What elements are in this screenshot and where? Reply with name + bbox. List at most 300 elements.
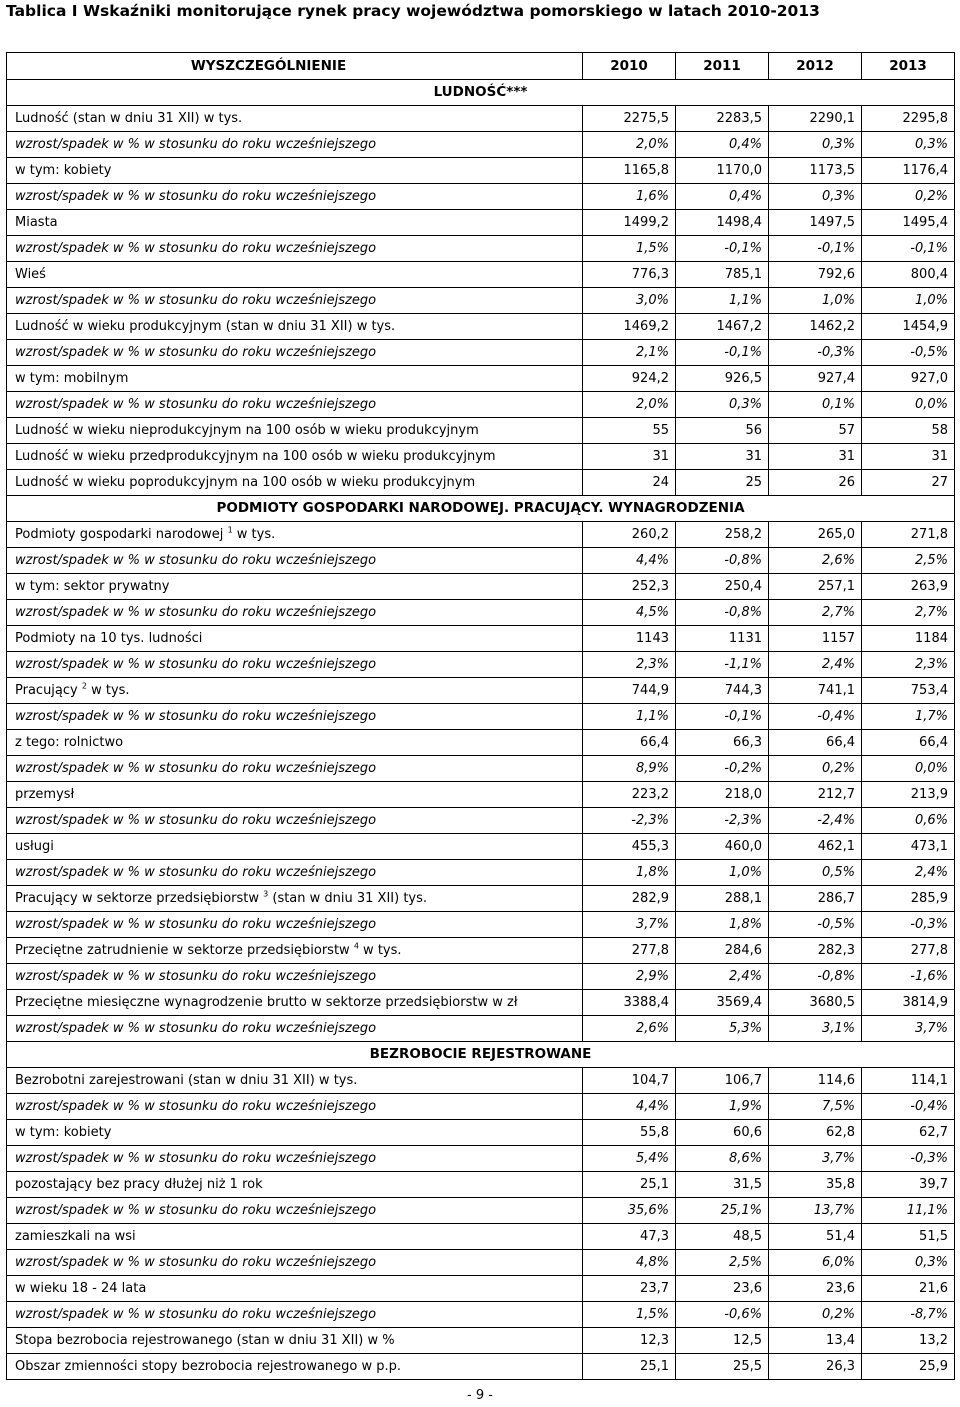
row-label: wzrost/spadek w % w stosunku do roku wcześniejszego — [7, 548, 583, 574]
row-label: w wieku 18 - 24 lata — [7, 1276, 583, 1302]
value-cell-2010: 2,0% — [583, 392, 676, 418]
value-cell-2013: -0,3% — [862, 1146, 955, 1172]
row-label: przemysł — [7, 782, 583, 808]
row-label: Ludność w wieku produkcyjnym (stan w dniu 31 XII) w tys. — [7, 314, 583, 340]
value-cell-2012: 26 — [769, 470, 862, 496]
value-cell-2011: 60,6 — [676, 1120, 769, 1146]
row-label: wzrost/spadek w % w stosunku do roku wcześniejszego — [7, 1146, 583, 1172]
value-cell-2011: 56 — [676, 418, 769, 444]
value-cell-2011: -0,6% — [676, 1302, 769, 1328]
value-cell-2012: 286,7 — [769, 886, 862, 912]
footnote-marker: 3 — [263, 889, 269, 899]
value-cell-2011: -0,1% — [676, 704, 769, 730]
value-cell-2011: 2283,5 — [676, 106, 769, 132]
table-row — [7, 444, 955, 470]
value-cell-2012: 3680,5 — [769, 990, 862, 1016]
value-cell-2012: 23,6 — [769, 1276, 862, 1302]
value-cell-2010: 8,9% — [583, 756, 676, 782]
value-cell-2012: 0,2% — [769, 756, 862, 782]
value-cell-2011: 31,5 — [676, 1172, 769, 1198]
value-cell-2010: 55 — [583, 418, 676, 444]
value-cell-2011: 250,4 — [676, 574, 769, 600]
table-row — [7, 418, 955, 444]
value-cell-2010: 1469,2 — [583, 314, 676, 340]
value-cell-2012: 1,0% — [769, 288, 862, 314]
value-cell-2012: 0,1% — [769, 392, 862, 418]
value-cell-2011: 1,8% — [676, 912, 769, 938]
value-cell-2012: -0,1% — [769, 236, 862, 262]
value-cell-2010: 1,5% — [583, 236, 676, 262]
value-cell-2013: 39,7 — [862, 1172, 955, 1198]
value-cell-2011: 0,4% — [676, 132, 769, 158]
value-cell-2010: 1,1% — [583, 704, 676, 730]
value-cell-2013: 285,9 — [862, 886, 955, 912]
value-cell-2011: 3569,4 — [676, 990, 769, 1016]
value-cell-2011: 31 — [676, 444, 769, 470]
footnote-marker: 1 — [227, 525, 233, 535]
value-cell-2012: 282,3 — [769, 938, 862, 964]
value-cell-2010: 776,3 — [583, 262, 676, 288]
header-year-2013: 2013 — [862, 53, 955, 80]
value-cell-2012: 35,8 — [769, 1172, 862, 1198]
value-cell-2013: 0,0% — [862, 392, 955, 418]
value-cell-2010: 4,4% — [583, 1094, 676, 1120]
value-cell-2011: 25,1% — [676, 1198, 769, 1224]
table-row — [7, 470, 955, 496]
value-cell-2010: 223,2 — [583, 782, 676, 808]
value-cell-2012: 0,3% — [769, 132, 862, 158]
value-cell-2010: 3388,4 — [583, 990, 676, 1016]
change-row — [7, 964, 955, 990]
row-label: w tym: kobiety — [7, 158, 583, 184]
row-label: w tym: mobilnym — [7, 366, 583, 392]
row-label: wzrost/spadek w % w stosunku do roku wcześniejszego — [7, 1250, 583, 1276]
value-cell-2012: 792,6 — [769, 262, 862, 288]
change-row — [7, 1302, 955, 1328]
table-row — [7, 1276, 955, 1302]
row-label: wzrost/spadek w % w stosunku do roku wcześniejszego — [7, 756, 583, 782]
change-row — [7, 288, 955, 314]
value-cell-2013: 66,4 — [862, 730, 955, 756]
value-cell-2010: 1165,8 — [583, 158, 676, 184]
value-cell-2010: 55,8 — [583, 1120, 676, 1146]
row-label: w tym: sektor prywatny — [7, 574, 583, 600]
value-cell-2013: 21,6 — [862, 1276, 955, 1302]
row-label: Ludność w wieku przedprodukcyjnym na 100 osób w wieku produkcyjnym — [7, 444, 583, 470]
value-cell-2010: 2,9% — [583, 964, 676, 990]
row-label: wzrost/spadek w % w stosunku do roku wcześniejszego — [7, 288, 583, 314]
value-cell-2010: 2,6% — [583, 1016, 676, 1042]
value-cell-2012: 0,2% — [769, 1302, 862, 1328]
row-label: wzrost/spadek w % w stosunku do roku wcześniejszego — [7, 1302, 583, 1328]
change-row — [7, 1198, 955, 1224]
value-cell-2011: 284,6 — [676, 938, 769, 964]
value-cell-2012: 3,1% — [769, 1016, 862, 1042]
value-cell-2011: 12,5 — [676, 1328, 769, 1354]
row-label: Miasta — [7, 210, 583, 236]
value-cell-2012: 66,4 — [769, 730, 862, 756]
value-cell-2013: 58 — [862, 418, 955, 444]
value-cell-2011: 25 — [676, 470, 769, 496]
value-cell-2013: 1,0% — [862, 288, 955, 314]
row-label: wzrost/spadek w % w stosunku do roku wcześniejszego — [7, 132, 583, 158]
value-cell-2013: 0,6% — [862, 808, 955, 834]
value-cell-2012: 7,5% — [769, 1094, 862, 1120]
row-label: wzrost/spadek w % w stosunku do roku wcześniejszego — [7, 600, 583, 626]
change-row — [7, 1094, 955, 1120]
value-cell-2012: 2290,1 — [769, 106, 862, 132]
indicators-table — [6, 52, 955, 1380]
value-cell-2010: 260,2 — [583, 522, 676, 548]
change-row — [7, 1250, 955, 1276]
change-row — [7, 912, 955, 938]
section-header-row — [7, 1042, 955, 1068]
value-cell-2013: 0,3% — [862, 1250, 955, 1276]
value-cell-2010: 31 — [583, 444, 676, 470]
section-title: BEZROBOCIE REJESTROWANE — [7, 1042, 955, 1068]
value-cell-2013: 0,2% — [862, 184, 955, 210]
value-cell-2012: 26,3 — [769, 1354, 862, 1380]
header-year-2010: 2010 — [583, 53, 676, 80]
row-label: wzrost/spadek w % w stosunku do roku wcześniejszego — [7, 704, 583, 730]
value-cell-2012: 57 — [769, 418, 862, 444]
value-cell-2010: 1143 — [583, 626, 676, 652]
value-cell-2013: 3,7% — [862, 1016, 955, 1042]
row-label: Podmioty na 10 tys. ludności — [7, 626, 583, 652]
value-cell-2013: 927,0 — [862, 366, 955, 392]
header-year-2012: 2012 — [769, 53, 862, 80]
value-cell-2013: 213,9 — [862, 782, 955, 808]
section-title: PODMIOTY GOSPODARKI NARODOWEJ. PRACUJĄCY. WYNAGRODZENIA — [7, 496, 955, 522]
change-row — [7, 1146, 955, 1172]
value-cell-2012: -0,4% — [769, 704, 862, 730]
change-row — [7, 756, 955, 782]
table-row — [7, 730, 955, 756]
header-year-2011: 2011 — [676, 53, 769, 80]
value-cell-2013: 0,3% — [862, 132, 955, 158]
table-row — [7, 314, 955, 340]
row-label: wzrost/spadek w % w stosunku do roku wcześniejszego — [7, 1094, 583, 1120]
value-cell-2013: 0,0% — [862, 756, 955, 782]
value-cell-2013: 800,4 — [862, 262, 955, 288]
value-cell-2010: 924,2 — [583, 366, 676, 392]
row-label: Ludność w wieku poprodukcyjnym na 100 osób w wieku produkcyjnym — [7, 470, 583, 496]
row-label: z tego: rolnictwo — [7, 730, 583, 756]
value-cell-2012: 462,1 — [769, 834, 862, 860]
value-cell-2011: -0,1% — [676, 236, 769, 262]
table-row — [7, 1120, 955, 1146]
table-row — [7, 1224, 955, 1250]
value-cell-2011: 1,0% — [676, 860, 769, 886]
value-cell-2012: 927,4 — [769, 366, 862, 392]
value-cell-2012: 114,6 — [769, 1068, 862, 1094]
value-cell-2010: 25,1 — [583, 1354, 676, 1380]
value-cell-2012: 13,4 — [769, 1328, 862, 1354]
value-cell-2012: 2,6% — [769, 548, 862, 574]
value-cell-2013: 27 — [862, 470, 955, 496]
value-cell-2010: 1,6% — [583, 184, 676, 210]
value-cell-2010: 277,8 — [583, 938, 676, 964]
change-row — [7, 808, 955, 834]
value-cell-2013: 753,4 — [862, 678, 955, 704]
section-title: LUDNOŚĆ*** — [7, 80, 955, 106]
value-cell-2013: -0,5% — [862, 340, 955, 366]
value-cell-2011: 1,9% — [676, 1094, 769, 1120]
row-label: wzrost/spadek w % w stosunku do roku wcześniejszego — [7, 184, 583, 210]
value-cell-2013: 3814,9 — [862, 990, 955, 1016]
value-cell-2011: 744,3 — [676, 678, 769, 704]
row-label: w tym: kobiety — [7, 1120, 583, 1146]
value-cell-2012: 741,1 — [769, 678, 862, 704]
change-row — [7, 184, 955, 210]
value-cell-2012: 62,8 — [769, 1120, 862, 1146]
table-row — [7, 106, 955, 132]
value-cell-2010: 4,4% — [583, 548, 676, 574]
row-label: Ludność (stan w dniu 31 XII) w tys. — [7, 106, 583, 132]
value-cell-2011: 23,6 — [676, 1276, 769, 1302]
table-row — [7, 158, 955, 184]
value-cell-2011: 460,0 — [676, 834, 769, 860]
value-cell-2010: 35,6% — [583, 1198, 676, 1224]
value-cell-2013: 51,5 — [862, 1224, 955, 1250]
value-cell-2010: 2,1% — [583, 340, 676, 366]
value-cell-2013: 2295,8 — [862, 106, 955, 132]
value-cell-2011: -0,2% — [676, 756, 769, 782]
value-cell-2010: 3,7% — [583, 912, 676, 938]
value-cell-2013: 1184 — [862, 626, 955, 652]
value-cell-2012: 31 — [769, 444, 862, 470]
value-cell-2011: 0,4% — [676, 184, 769, 210]
row-label: Pracujący w sektorze przedsiębiorstw $^3$ (stan w dniu 31 XII) tys. — [7, 886, 583, 912]
table-row — [7, 678, 955, 704]
footnote-marker: 2 — [81, 681, 87, 691]
value-cell-2011: 0,3% — [676, 392, 769, 418]
value-cell-2011: 106,7 — [676, 1068, 769, 1094]
value-cell-2011: 2,4% — [676, 964, 769, 990]
value-cell-2013: 1454,9 — [862, 314, 955, 340]
value-cell-2010: 104,7 — [583, 1068, 676, 1094]
table-row — [7, 574, 955, 600]
value-cell-2011: -0,8% — [676, 600, 769, 626]
value-cell-2012: 1462,2 — [769, 314, 862, 340]
value-cell-2011: 218,0 — [676, 782, 769, 808]
value-cell-2011: 1467,2 — [676, 314, 769, 340]
table-row — [7, 1354, 955, 1380]
row-label: Ludność w wieku nieprodukcyjnym na 100 osób w wieku produkcyjnym — [7, 418, 583, 444]
row-label: wzrost/spadek w % w stosunku do roku wcześniejszego — [7, 1198, 583, 1224]
row-label: wzrost/spadek w % w stosunku do roku wcześniejszego — [7, 1016, 583, 1042]
value-cell-2010: 25,1 — [583, 1172, 676, 1198]
value-cell-2012: 51,4 — [769, 1224, 862, 1250]
value-cell-2010: 2,3% — [583, 652, 676, 678]
value-cell-2011: 1131 — [676, 626, 769, 652]
table-row — [7, 938, 955, 964]
section-header-row — [7, 496, 955, 522]
value-cell-2012: 0,5% — [769, 860, 862, 886]
value-cell-2010: 4,5% — [583, 600, 676, 626]
value-cell-2012: -2,4% — [769, 808, 862, 834]
value-cell-2013: 263,9 — [862, 574, 955, 600]
row-label: wzrost/spadek w % w stosunku do roku wcześniejszego — [7, 808, 583, 834]
row-label: pozostający bez pracy dłużej niż 1 rok — [7, 1172, 583, 1198]
value-cell-2012: 2,7% — [769, 600, 862, 626]
value-cell-2013: -0,4% — [862, 1094, 955, 1120]
value-cell-2011: -1,1% — [676, 652, 769, 678]
value-cell-2012: 2,4% — [769, 652, 862, 678]
table-row — [7, 834, 955, 860]
value-cell-2013: 473,1 — [862, 834, 955, 860]
value-cell-2013: -0,3% — [862, 912, 955, 938]
value-cell-2013: 1495,4 — [862, 210, 955, 236]
value-cell-2010: 282,9 — [583, 886, 676, 912]
value-cell-2011: -0,8% — [676, 548, 769, 574]
value-cell-2011: 8,6% — [676, 1146, 769, 1172]
value-cell-2012: -0,3% — [769, 340, 862, 366]
row-label: wzrost/spadek w % w stosunku do roku wcześniejszego — [7, 912, 583, 938]
row-label: Wieś — [7, 262, 583, 288]
value-cell-2013: 2,5% — [862, 548, 955, 574]
value-cell-2011: -2,3% — [676, 808, 769, 834]
value-cell-2012: 6,0% — [769, 1250, 862, 1276]
value-cell-2013: 2,4% — [862, 860, 955, 886]
section-header-row — [7, 80, 955, 106]
value-cell-2011: 66,3 — [676, 730, 769, 756]
value-cell-2011: 48,5 — [676, 1224, 769, 1250]
table-row — [7, 782, 955, 808]
row-label: Pracujący $^2$ w tys. — [7, 678, 583, 704]
value-cell-2010: 455,3 — [583, 834, 676, 860]
document-title: Tablica I Wskaźniki monitorujące rynek pracy województwa pomorskiego w latach 2010-2013 — [6, 2, 820, 20]
value-cell-2012: 0,3% — [769, 184, 862, 210]
table-row — [7, 522, 955, 548]
value-cell-2012: 3,7% — [769, 1146, 862, 1172]
value-cell-2013: 1,7% — [862, 704, 955, 730]
value-cell-2010: 2,0% — [583, 132, 676, 158]
value-cell-2012: -0,5% — [769, 912, 862, 938]
footnote-marker: 4 — [353, 941, 359, 951]
value-cell-2010: 2275,5 — [583, 106, 676, 132]
row-label: wzrost/spadek w % w stosunku do roku wcześniejszego — [7, 652, 583, 678]
row-label: Podmioty gospodarki narodowej $^1$ w tys. — [7, 522, 583, 548]
page-number: - 9 - — [467, 1388, 493, 1403]
value-cell-2010: 23,7 — [583, 1276, 676, 1302]
value-cell-2012: 1497,5 — [769, 210, 862, 236]
table-row — [7, 886, 955, 912]
value-cell-2012: -0,8% — [769, 964, 862, 990]
value-cell-2010: 66,4 — [583, 730, 676, 756]
value-cell-2010: 12,3 — [583, 1328, 676, 1354]
row-label: Bezrobotni zarejestrowani (stan w dniu 31 XII) w tys. — [7, 1068, 583, 1094]
row-label: usługi — [7, 834, 583, 860]
value-cell-2011: 1170,0 — [676, 158, 769, 184]
row-label: wzrost/spadek w % w stosunku do roku wcześniejszego — [7, 964, 583, 990]
change-row — [7, 392, 955, 418]
value-cell-2010: 47,3 — [583, 1224, 676, 1250]
row-label: Przeciętne miesięczne wynagrodzenie brutto w sektorze przedsiębiorstw w zł — [7, 990, 583, 1016]
value-cell-2010: 1,5% — [583, 1302, 676, 1328]
value-cell-2013: 114,1 — [862, 1068, 955, 1094]
value-cell-2013: 2,3% — [862, 652, 955, 678]
change-row — [7, 652, 955, 678]
value-cell-2011: 288,1 — [676, 886, 769, 912]
header-label: WYSZCZEGÓLNIENIE — [7, 53, 583, 80]
change-row — [7, 236, 955, 262]
row-label: wzrost/spadek w % w stosunku do roku wcześniejszego — [7, 392, 583, 418]
table-row — [7, 1172, 955, 1198]
value-cell-2010: 24 — [583, 470, 676, 496]
value-cell-2010: 252,3 — [583, 574, 676, 600]
change-row — [7, 132, 955, 158]
value-cell-2013: 31 — [862, 444, 955, 470]
value-cell-2013: 2,7% — [862, 600, 955, 626]
value-cell-2012: 13,7% — [769, 1198, 862, 1224]
value-cell-2010: 744,9 — [583, 678, 676, 704]
value-cell-2011: 1,1% — [676, 288, 769, 314]
value-cell-2012: 1173,5 — [769, 158, 862, 184]
value-cell-2013: -1,6% — [862, 964, 955, 990]
value-cell-2011: 25,5 — [676, 1354, 769, 1380]
value-cell-2013: 25,9 — [862, 1354, 955, 1380]
table-row — [7, 366, 955, 392]
value-cell-2011: 258,2 — [676, 522, 769, 548]
value-cell-2011: 2,5% — [676, 1250, 769, 1276]
value-cell-2010: 3,0% — [583, 288, 676, 314]
value-cell-2013: 271,8 — [862, 522, 955, 548]
value-cell-2013: 13,2 — [862, 1328, 955, 1354]
change-row — [7, 340, 955, 366]
table-row — [7, 262, 955, 288]
value-cell-2013: -0,1% — [862, 236, 955, 262]
change-row — [7, 1016, 955, 1042]
change-row — [7, 548, 955, 574]
value-cell-2011: 926,5 — [676, 366, 769, 392]
value-cell-2010: -2,3% — [583, 808, 676, 834]
row-label: wzrost/spadek w % w stosunku do roku wcześniejszego — [7, 860, 583, 886]
table-row — [7, 990, 955, 1016]
value-cell-2013: 277,8 — [862, 938, 955, 964]
table-row — [7, 210, 955, 236]
row-label: zamieszkali na wsi — [7, 1224, 583, 1250]
value-cell-2012: 265,0 — [769, 522, 862, 548]
value-cell-2012: 257,1 — [769, 574, 862, 600]
value-cell-2013: 11,1% — [862, 1198, 955, 1224]
value-cell-2011: 785,1 — [676, 262, 769, 288]
value-cell-2010: 1499,2 — [583, 210, 676, 236]
value-cell-2013: 62,7 — [862, 1120, 955, 1146]
row-label: Stopa bezrobocia rejestrowanego (stan w dniu 31 XII) w % — [7, 1328, 583, 1354]
value-cell-2010: 4,8% — [583, 1250, 676, 1276]
row-label: Przeciętne zatrudnienie w sektorze przedsiębiorstw $^4$ w tys. — [7, 938, 583, 964]
table-row — [7, 1328, 955, 1354]
table-header-row — [7, 53, 955, 80]
value-cell-2013: -8,7% — [862, 1302, 955, 1328]
change-row — [7, 704, 955, 730]
change-row — [7, 860, 955, 886]
table-row — [7, 626, 955, 652]
table-row — [7, 1068, 955, 1094]
value-cell-2013: 1176,4 — [862, 158, 955, 184]
value-cell-2010: 1,8% — [583, 860, 676, 886]
value-cell-2010: 5,4% — [583, 1146, 676, 1172]
value-cell-2012: 212,7 — [769, 782, 862, 808]
row-label: wzrost/spadek w % w stosunku do roku wcześniejszego — [7, 236, 583, 262]
row-label: Obszar zmienności stopy bezrobocia rejestrowanego w p.p. — [7, 1354, 583, 1380]
value-cell-2011: 1498,4 — [676, 210, 769, 236]
value-cell-2011: -0,1% — [676, 340, 769, 366]
change-row — [7, 600, 955, 626]
value-cell-2011: 5,3% — [676, 1016, 769, 1042]
value-cell-2012: 1157 — [769, 626, 862, 652]
